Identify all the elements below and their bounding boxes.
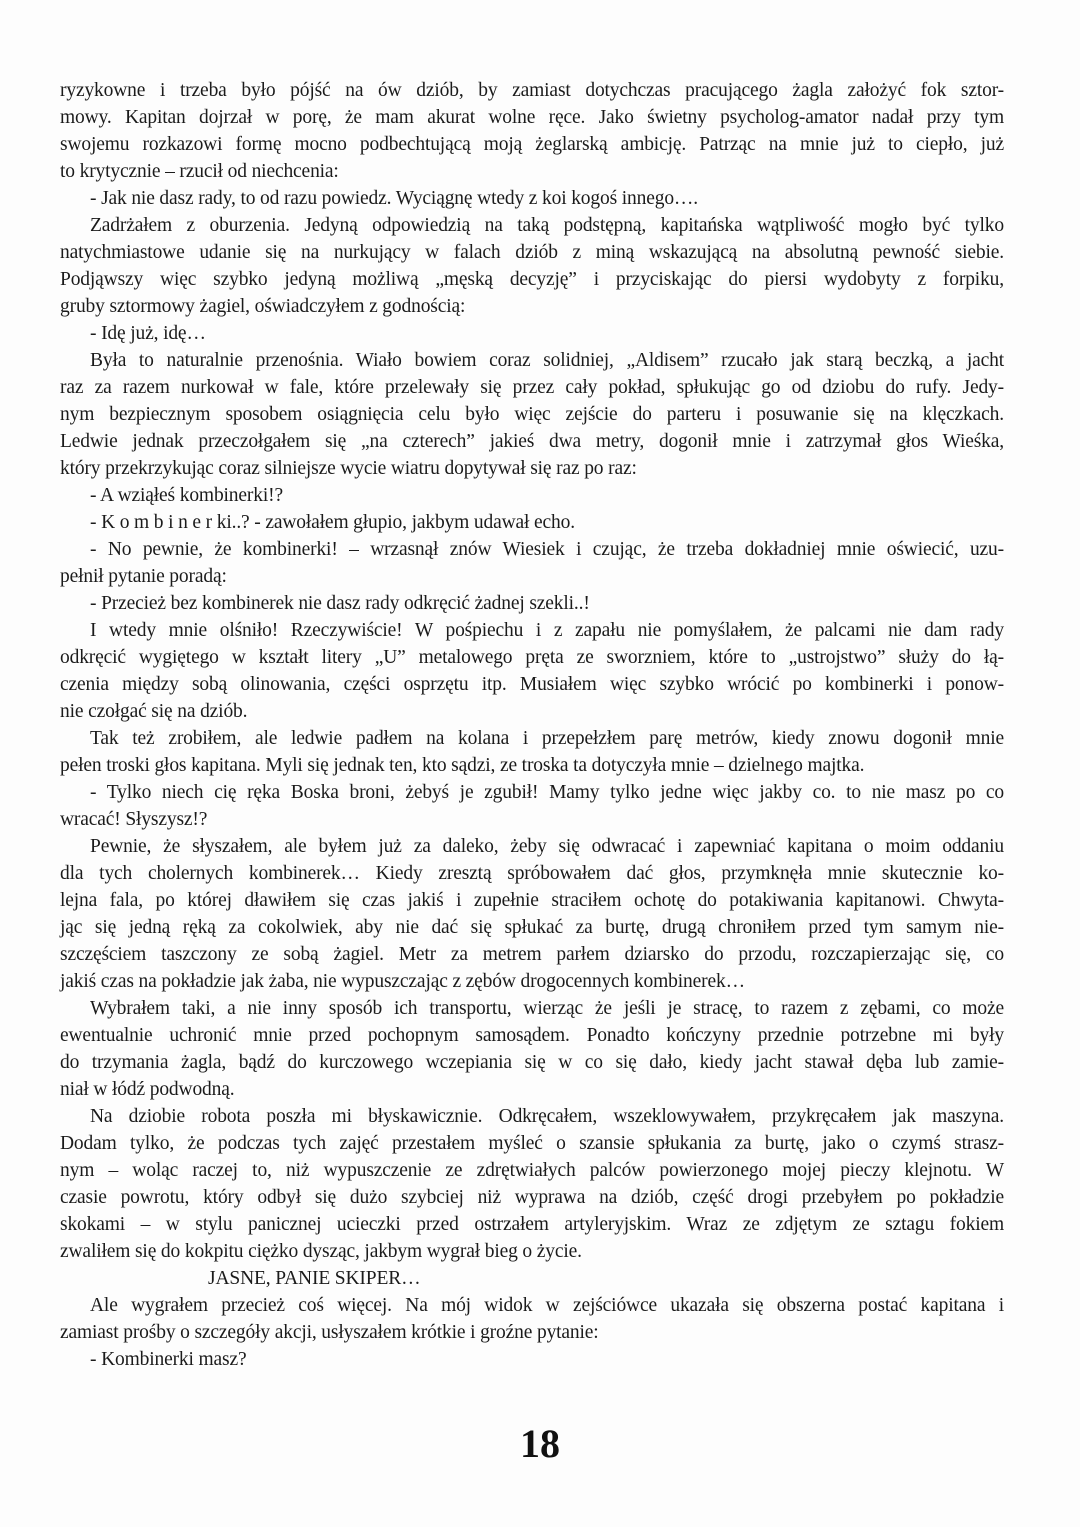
- paragraph: [60, 725, 1004, 779]
- text-line: Zadrżałem z oburzenia. Jedyną odpowiedzią na taką podstępną, kapitańska wątpliwość mogło być tylko: [90, 215, 1004, 236]
- paragraph: [60, 77, 1004, 185]
- paragraph: [60, 617, 1004, 725]
- page-number: 18: [520, 1421, 560, 1466]
- text-line: swojemu rozkazowi formę mocno podbechtującą moją żeglarską ambicję. Patrząc na mnie już to ciepło, już: [60, 134, 1004, 155]
- paragraph: [60, 212, 1004, 320]
- text-line: Tak też zrobiłem, ale ledwie padłem na kolana i przepełzłem parę metrów, kiedy znowu dogonił mnie: [90, 728, 1004, 749]
- text-line: do trzymania żagla, bądź do kurczowego wczepiania się w co się dało, kiedy jacht stawał dęba lub zamie-: [60, 1052, 1004, 1073]
- text-line: wracać! Słyszysz!?: [60, 809, 208, 830]
- text-line: niał w łódź podwodną.: [60, 1079, 235, 1100]
- text-line: skokami – w stylu panicznej ucieczki przed ostrzałem artyleryjskim. Wraz ze zdjętym ze sztagu fokiem: [60, 1214, 1004, 1235]
- text-line: raz za razem nurkował w fale, które przelewały się przez cały pokład, spłukując go od dziobu do rufy. Jedy-: [60, 377, 1004, 398]
- text-line: - Tylko niech cię ręka Boska broni, żebyś je zgubił! Mamy tylko jedne więc jakby co. to nie masz po co: [90, 782, 1004, 803]
- text-line: to krytycznie – rzucił od niechcenia:: [60, 161, 339, 182]
- paragraph: [60, 1265, 1004, 1292]
- text-line: dla tych cholernych kombinerek… Kiedy zresztą spróbowałem dać głos, przymknęła mnie skutecznie ko-: [60, 863, 1004, 884]
- paragraph: [60, 1103, 1004, 1265]
- text-line: pełnił pytanie poradą:: [60, 566, 227, 587]
- text-line: Była to naturalnie przenośnia. Wiało bowiem coraz solidniej, „Aldisem” rzucało jak starą beczką, a jacht: [90, 350, 1004, 371]
- text-line: jąc się jedną ręką za cokolwiek, aby nie dać się spłukać za burtę, drugą chroniłem przed tym samym nie-: [60, 917, 1004, 938]
- paragraph: [60, 833, 1004, 995]
- text-line: nie czołgać się na dziób.: [60, 701, 248, 722]
- text-line: - Przecież bez kombinerek nie dasz rady odkręcić żadnej szekli..!: [90, 593, 590, 614]
- text-line: Dodam tylko, że podczas tych zajęć przestałem myśleć o szansie spłukania za burtę, jako o czymś strasz-: [60, 1133, 1004, 1154]
- text-line: - No pewnie, że kombinerki! – wrzasnął znów Wiesiek i czując, że trzeba dokładniej mnie oświecić, uzu-: [90, 539, 1004, 560]
- paragraph: [60, 590, 1004, 617]
- text-line: - Jak nie dasz rady, to od razu powiedz. Wyciągnę wtedy z koi kogoś innego….: [90, 188, 699, 209]
- text-line: który przekrzykując coraz silniejsze wycie wiatru dopytywał się raz po raz:: [60, 458, 637, 479]
- text-line: nym – woląc raczej to, niż wypuszczenie ze zdrętwiałych palców powierzonego mojej pieczy klejnotu. W: [60, 1160, 1004, 1181]
- text-line: ewentualnie uchronić mnie przed pochopnym samosądem. Ponadto kończyny przednie potrzebne mi były: [60, 1025, 1004, 1046]
- paragraph: [60, 779, 1004, 833]
- text-line: Ledwie jednak przeczołgałem się „na czterech” jakieś dwa metry, dogonił mnie i zatrzymał głos Wieśka,: [60, 431, 1004, 452]
- paragraph: [60, 536, 1004, 590]
- text-line: natychmiastowe udanie się na nurkujący w falach dziób z miną wskazującą na absolutną pewność siebie.: [60, 242, 1004, 263]
- text-line: - Idę już, idę…: [90, 323, 206, 344]
- text-line: Wybrałem taki, a nie inny sposób ich transportu, wierząc że jeśli je stracę, to razem z zębami, co może: [90, 998, 1004, 1019]
- text-line: Podjąwszy więc szybko jedyną możliwą „męską decyzję” i przyciskając do piersi wydobyty z forpiku,: [60, 269, 1004, 290]
- text-line: Ale wygrałem przecież coś więcej. Na mój widok w zejściówce ukazała się obszerna postać kapitana i: [90, 1295, 1004, 1316]
- text-line: gruby sztormowy żagiel, oświadczyłem z godnością:: [60, 296, 466, 317]
- text-line: - A wziąłeś kombinerki!?: [90, 485, 283, 506]
- text-line: zamiast prośby o szczegóły akcji, usłyszałem krótkie i groźne pytanie:: [60, 1322, 599, 1343]
- paragraph: [60, 509, 1004, 536]
- text-line: Pewnie, że słyszałem, ale byłem już za daleko, żeby się odwracać i zapewniać kapitana o moim oddaniu: [90, 836, 1004, 857]
- text-line: pełen troski głos kapitana. Myli się jednak ten, kto sądzi, ze troska ta dotyczyła mnie – dzielnego majtka.: [60, 755, 865, 776]
- text-line: zwaliłem się do kokpitu ciężko dysząc, jakbym wygrał bieg o życie.: [60, 1241, 582, 1262]
- text-line: mowy. Kapitan dojrzał w porę, że mam akurat wolne ręce. Jako świetny psycholog-amator nadał przy tym: [60, 107, 1004, 128]
- text-line: czasie powrotu, który odbył się dużo szybciej niż wyprawa na dziób, część drogi przebyłem po pokładzie: [60, 1187, 1004, 1208]
- text-line: - Kombinerki masz?: [90, 1349, 247, 1370]
- text-line: - K o m b i n e r ki..? - zawołałem głupio, jakbym udawał echo.: [90, 512, 575, 533]
- paragraph: [60, 1346, 1004, 1373]
- text-line: Na dziobie robota poszła mi błyskawicznie. Odkręcałem, wszeklowywałem, przykręcałem jak maszyna.: [90, 1106, 1004, 1127]
- paragraph: [60, 347, 1004, 482]
- text-line: lejna fala, po której dławiłem się czas jakiś i zupełnie straciłem ochotę do potakiwania kapitanowi. Chwyta-: [60, 890, 1004, 911]
- text-line: czenia między sobą olinowania, części osprzętu itp. Musiałem więc szybko wrócić po kombinerki i ponow-: [60, 674, 1004, 695]
- text-line: szczęściem taszczony ze sobą żagiel. Metr za metrem parłem dziarsko do przodu, rozczapierzając się, co: [60, 944, 1004, 965]
- text-line: ryzykowne i trzeba było pójść na ów dziób, by zamiast dotychczas pracującego żagla założyć fok sztor-: [60, 80, 1004, 101]
- text-line: nym bezpiecznym sposobem osiągnięcia celu było więc zejście do parteru i posuwanie się na klęczkach.: [60, 404, 1004, 425]
- text-line: jakiś czas na pokładzie jak żaba, nie wypuszczając z zębów drogocennych kombinerek…: [60, 971, 745, 992]
- paragraph: [60, 1292, 1004, 1346]
- body-text: [60, 77, 1004, 1373]
- text-line: I wtedy mnie olśniło! Rzeczywiście! W pośpiechu i z zapału nie pomyślałem, że palcami nie dam rady: [90, 620, 1004, 641]
- paragraph: [60, 185, 1004, 212]
- paragraph: [60, 482, 1004, 509]
- text-line: odkręcić wygiętego w kształt litery „U” metalowego pręta ze sworzniem, które to „ustrojstwo” służy do łą-: [60, 647, 1004, 668]
- paragraph: [60, 995, 1004, 1103]
- paragraph: [60, 320, 1004, 347]
- text-line: JASNE, PANIE SKIPER…: [208, 1268, 421, 1289]
